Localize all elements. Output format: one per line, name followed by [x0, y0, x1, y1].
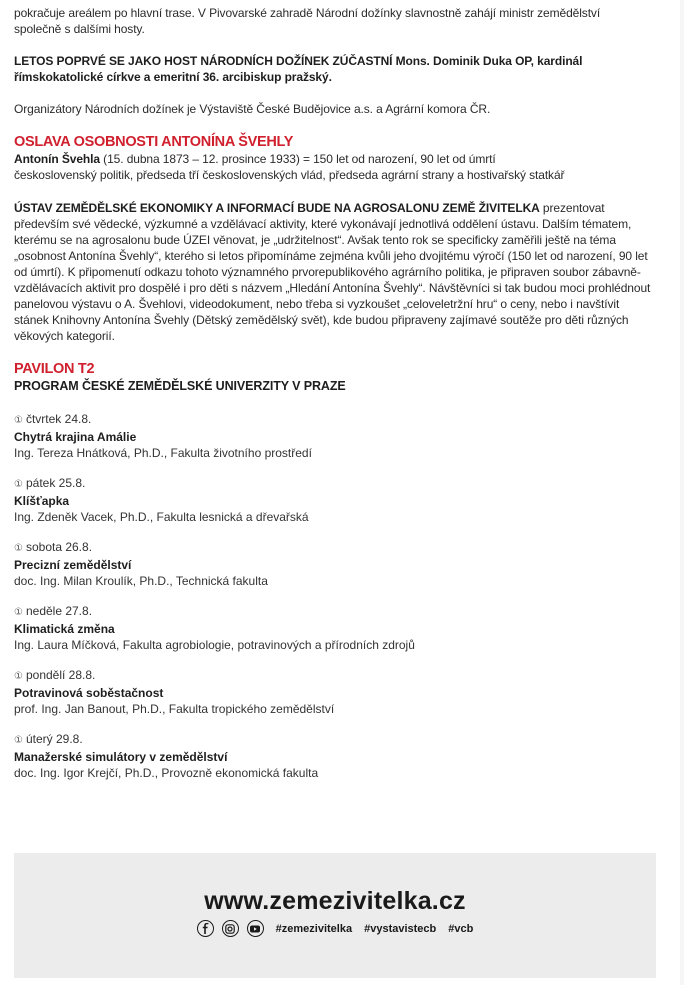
intro-line-1: pokračuje areálem po hlavní trase. V Pivovarské zahradě Národní dožínky slavnostně zahájí ministr zemědělství [14, 6, 601, 20]
event-title: Manažerské simulátory v zemědělství [14, 750, 228, 764]
clock-icon: ① [14, 671, 23, 682]
event-date: pondělí 28.8. [25, 668, 96, 682]
event-speaker: doc. Ing. Milan Kroulík, Ph.D., Technická fakulta [14, 574, 268, 588]
event-item [14, 411, 659, 461]
guest-announcement [14, 53, 604, 85]
hashtag[interactable]: #vystavistecb [364, 922, 437, 935]
event-title: Chytrá krajina Amálie [14, 430, 137, 444]
event-item [14, 731, 659, 781]
footer-banner [14, 853, 656, 978]
clock-icon: ① [14, 735, 23, 746]
event-title: Klíšťapka [14, 494, 70, 508]
uzei-paragraph [14, 200, 654, 344]
intro-line-2: společně s dalšími hosty. [14, 22, 145, 36]
svehla-name: Antonín Švehla [14, 152, 100, 166]
facebook-icon[interactable] [197, 920, 214, 937]
svehla-dates: (15. dubna 1873 – 12. prosince 1933) = 150 let od narození, 90 let od úmrtí [99, 152, 496, 166]
uzei-text: prezentovat především své vědecké, výzkumné a vzdělávací aktivity, které vykonávají jednotlivá oddělení ústavu. Dalším tématem, kterému se na agrosalonu bude ÚZEI věnovat, je „udržitelnost“. Avšak tento rok se specificky zaměřili ještě na téma „osobnost Antonína Švehly“, kterého si letos připomínáme zejména kvůli jeho dvojitému výročí (150 let od narození, 90 let od úmrtí). K připomenutí odkazu tohoto významného prvorepublikového agrárního politika, je připraven soubor zábavně-vzdělávacích aktivit pro dospělé i pro děti s názvem „Hledání Antonína Švehly“. Návštěvníci si tak budou moci prohlédnout panelovou výstavu o A. Švehlovi, videodokument, nebo třeba si vyzkoušet „celoveletržní hru“ o ceny, nebo i navštívit stánek Knihovny Antonína Švehly (Dětský zemědělský svět), kde budou připraveny zajímavé soutěže pro děti různých věkových kategorií. [14, 201, 651, 343]
pavilon-subheading: PROGRAM ČESKÉ ZEMĚDĚLSKÉ UNIVERZITY V PRAZE [14, 379, 346, 393]
svehla-description: československý politik, předseda tří československých vlád, předseda agrární strany a hostivařský statkář [14, 168, 565, 182]
hashtag[interactable]: #zemezivitelka [275, 922, 353, 935]
organizers-text: Organizátory Národních dožínek je Výstaviště České Budějovice a.s. a Agrární komora ČR. [14, 102, 491, 116]
pavilon-heading: PAVILON T2 [14, 361, 95, 377]
clock-icon: ① [14, 543, 23, 554]
pavilon-section [14, 361, 659, 394]
event-item [14, 667, 659, 717]
event-item [14, 603, 659, 653]
uzei-lead: ÚSTAV ZEMĚDĚLSKÉ EKONOMIKY A INFORMACÍ BUDE NA AGROSALONU ZEMĚ ŽIVITELKA [14, 201, 540, 215]
page-edge [680, 0, 684, 985]
event-item [14, 475, 659, 525]
svehla-section [14, 134, 659, 183]
svehla-heading: OSLAVA OSOBNOSTI ANTONÍNA ŠVEHLY [14, 134, 294, 150]
event-date: neděle 27.8. [25, 604, 93, 618]
event-title: Precizní zemědělství [14, 558, 132, 572]
clock-icon: ① [14, 479, 23, 490]
social-row [14, 920, 656, 937]
event-speaker: Ing. Laura Míčková, Fakulta agrobiologie, potravinových a přírodních zdrojů [14, 638, 415, 652]
event-item [14, 539, 659, 589]
instagram-icon[interactable] [222, 920, 239, 937]
event-speaker: Ing. Tereza Hnátková, Ph.D., Fakulta životního prostředí [14, 446, 312, 460]
organizers-paragraph [14, 101, 659, 117]
guest-text: LETOS POPRVÉ SE JAKO HOST NÁRODNÍCH DOŽÍNEK ZÚČASTNÍ Mons. Dominik Duka OP, kardinál římskokatolické církve a emeritní 36. arcibiskup pražský. [14, 54, 583, 84]
event-date: sobota 26.8. [25, 540, 93, 554]
event-date: čtvrtek 24.8. [25, 412, 92, 426]
event-date: úterý 29.8. [25, 732, 83, 746]
event-speaker: Ing. Zdeněk Vacek, Ph.D., Fakulta lesnická a dřevařská [14, 510, 309, 524]
website-link[interactable]: www.zemezivitelka.cz [204, 887, 466, 915]
clock-icon: ① [14, 607, 23, 618]
event-speaker: prof. Ing. Jan Banout, Ph.D., Fakulta tropického zemědělství [14, 702, 335, 716]
hashtag[interactable]: #vcb [448, 922, 474, 935]
event-title: Klimatická změna [14, 622, 115, 636]
intro-paragraph [14, 5, 659, 37]
svehla-dates-line [14, 151, 659, 167]
event-date: pátek 25.8. [25, 476, 86, 490]
youtube-icon[interactable] [247, 920, 264, 937]
event-title: Potravinová soběstačnost [14, 686, 164, 700]
event-speaker: doc. Ing. Igor Krejčí, Ph.D., Provozně ekonomická fakulta [14, 766, 319, 780]
clock-icon: ① [14, 415, 23, 426]
